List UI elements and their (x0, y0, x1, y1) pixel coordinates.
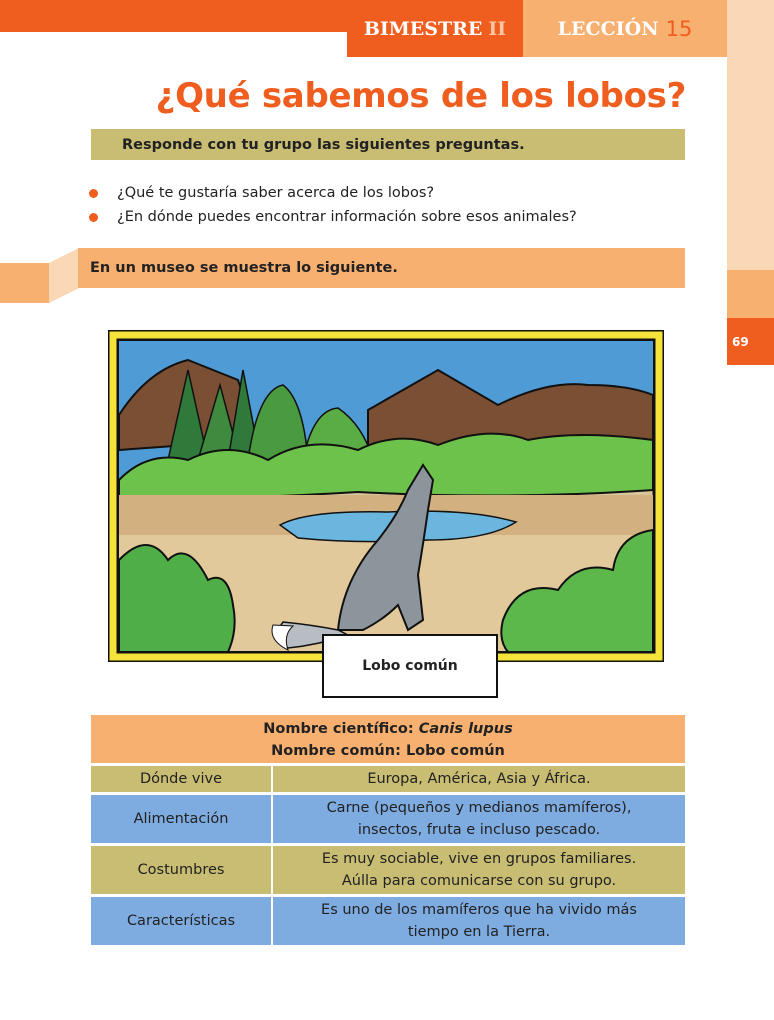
page-number-tab (727, 318, 774, 365)
row-value-line: Es uno de los mamíferos que ha vivido más (321, 902, 637, 918)
margin-strip-mid (727, 270, 774, 318)
wolf-info-table (91, 715, 685, 945)
row-value (273, 766, 685, 792)
scientific-name-line (91, 718, 685, 740)
wolf-diorama-illustration (108, 330, 664, 662)
row-label: Alimentación (91, 795, 271, 843)
bullet-icon (89, 213, 98, 222)
row-value-line: Europa, América, Asia y África. (367, 771, 591, 787)
row-label: Dónde vive (91, 766, 271, 792)
question-list (89, 181, 577, 229)
leccion-number: 15 (665, 16, 693, 41)
ribbon-tail (0, 263, 50, 303)
table-header (91, 715, 685, 763)
common-name-value: Lobo común (405, 743, 505, 759)
row-value (273, 846, 685, 894)
question-text: ¿Qué te gustaría saber acerca de los lobos? (117, 185, 435, 201)
row-value-line: tiempo en la Tierra. (407, 924, 551, 940)
museum-intro-text: En un museo se muestra lo siguiente. (90, 260, 398, 276)
page-number: 69 (732, 334, 749, 349)
row-value (273, 897, 685, 945)
row-value (273, 795, 685, 843)
top-orange-bar (0, 0, 347, 32)
row-label: Costumbres (91, 846, 271, 894)
table-row (91, 766, 685, 792)
list-item (89, 205, 577, 229)
page-title: ¿Qué sabemos de los lobos? (155, 76, 686, 116)
row-value-line: Aúlla para comunicarse con su grupo. (341, 873, 617, 889)
list-item (89, 181, 577, 205)
row-label: Características (91, 897, 271, 945)
row-value-line: Carne (pequeños y medianos mamíferos), (326, 800, 632, 816)
instruction-text: Responde con tu grupo las siguientes preguntas. (122, 136, 525, 153)
question-text: ¿En dónde puedes encontrar información sobre esos animales? (117, 209, 577, 225)
common-name-line (91, 740, 685, 762)
row-value-line: Es muy sociable, vive en grupos familiares. (321, 851, 637, 867)
bimestre-tab (347, 0, 523, 57)
row-value-line: insectos, fruta e incluso pescado. (357, 822, 601, 838)
bimestre-number: II (488, 17, 507, 40)
margin-strip-light (727, 0, 774, 270)
scientific-name-label: Nombre científico: (263, 721, 414, 737)
exhibit-caption-label (322, 634, 498, 698)
bimestre-label: BIMESTRE (363, 17, 483, 40)
table-row (91, 897, 685, 945)
caption-text: Lobo común (362, 658, 458, 674)
museum-intro-bar (78, 248, 685, 288)
table-row (91, 795, 685, 843)
leccion-tab (523, 0, 727, 57)
ribbon-fold (49, 248, 79, 303)
bullet-icon (89, 189, 98, 198)
leccion-label: LECCIÓN (557, 17, 659, 40)
table-row (91, 846, 685, 894)
instruction-bar (91, 129, 685, 160)
scientific-name-value: Canis lupus (418, 721, 513, 737)
common-name-label: Nombre común: (271, 743, 401, 759)
